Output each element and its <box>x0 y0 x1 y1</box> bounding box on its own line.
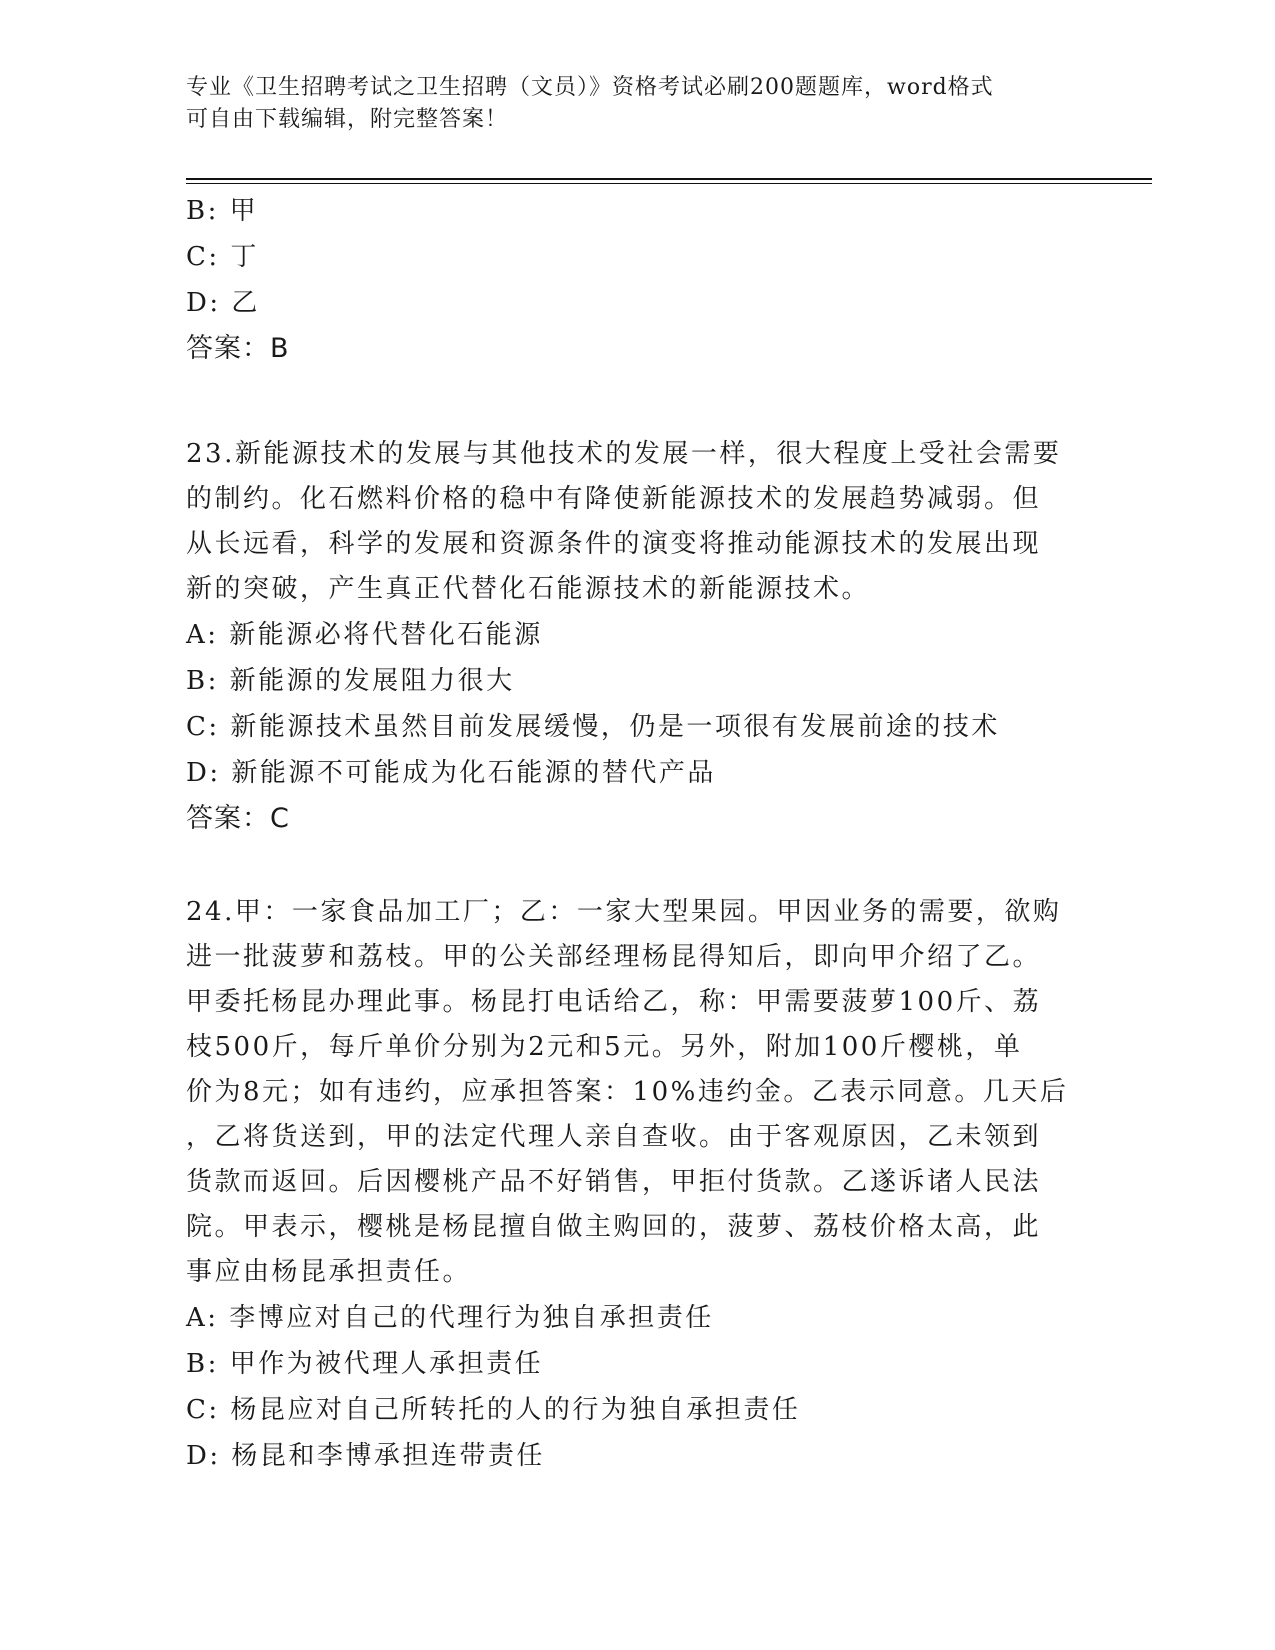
option-c: C: 杨昆应对自己所转托的人的行为独自承担责任 <box>186 1395 801 1425</box>
stem-line: 从长远看，科学的发展和资源条件的演变将推动能源技术的发展出现 <box>186 529 1042 559</box>
answer: 答案：B <box>186 333 290 364</box>
option-d: D: 乙 <box>186 288 260 318</box>
stem-line: 枝500斤，每斤单价分别为2元和5元。另外，附加100斤樱桃，单 <box>186 1032 1023 1062</box>
header-rule-thick <box>186 178 1152 180</box>
stem-line: 的制约。化石燃料价格的稳中有降使新能源技术的发展趋势减弱。但 <box>186 484 1042 514</box>
stem-line: 甲委托杨昆办理此事。杨昆打电话给乙，称：甲需要菠萝100斤、荔 <box>186 987 1042 1017</box>
option-c: C: 丁 <box>186 242 259 272</box>
option-d: D: 新能源不可能成为化石能源的替代产品 <box>186 758 716 788</box>
stem-line: 价为8元；如有违约，应承担答案：10%违约金。乙表示同意。几天后 <box>186 1077 1069 1107</box>
spacer <box>186 372 1086 432</box>
stem-line: 进一批菠萝和荔枝。甲的公关部经理杨昆得知后，即向甲介绍了乙。 <box>186 942 1042 972</box>
question-stem <box>186 432 1086 612</box>
option-d: D: 杨昆和李博承担连带责任 <box>186 1441 545 1471</box>
stem-line: 事应由杨昆承担责任。 <box>186 1257 472 1287</box>
answer: 答案：C <box>186 803 290 834</box>
header-rule-thin <box>186 183 1152 184</box>
header-line-2: 可自由下载编辑，附完整答案！ <box>186 107 509 132</box>
question-stem <box>186 890 1086 1295</box>
header-line-1: 专业《卫生招聘考试之卫生招聘（文员）》资格考试必刷200题题库，word格式 <box>186 75 994 100</box>
stem-line: 24.甲：一家食品加工厂；乙：一家大型果园。甲因业务的需要，欲购 <box>186 897 1062 927</box>
question-23 <box>186 432 1086 842</box>
document-body <box>186 188 1086 1479</box>
option-b: B: 新能源的发展阻力很大 <box>186 666 515 696</box>
stem-line: ，乙将货送到，甲的法定代理人亲自查收。由于客观原因，乙未领到 <box>186 1122 1042 1152</box>
stem-line: 货款而返回。后因樱桃产品不好销售，甲拒付货款。乙遂诉诸人民法 <box>186 1167 1042 1197</box>
document-header <box>186 72 1086 136</box>
stem-line: 院。甲表示，樱桃是杨昆擅自做主购回的，菠萝、荔枝价格太高，此 <box>186 1212 1042 1242</box>
option-b: B: 甲作为被代理人承担责任 <box>186 1349 544 1379</box>
option-c: C: 新能源技术虽然目前发展缓慢，仍是一项很有发展前途的技术 <box>186 712 1000 742</box>
stem-line: 新的突破，产生真正代替化石能源技术的新能源技术。 <box>186 574 871 604</box>
previous-question-tail <box>186 188 1086 372</box>
question-24 <box>186 890 1086 1479</box>
option-a: A: 李博应对自己的代理行为独自承担责任 <box>186 1303 714 1333</box>
spacer <box>186 842 1086 890</box>
option-b: B: 甲 <box>186 196 259 226</box>
stem-line: 23.新能源技术的发展与其他技术的发展一样，很大程度上受社会需要 <box>186 439 1062 469</box>
option-a: A: 新能源必将代替化石能源 <box>186 620 543 650</box>
